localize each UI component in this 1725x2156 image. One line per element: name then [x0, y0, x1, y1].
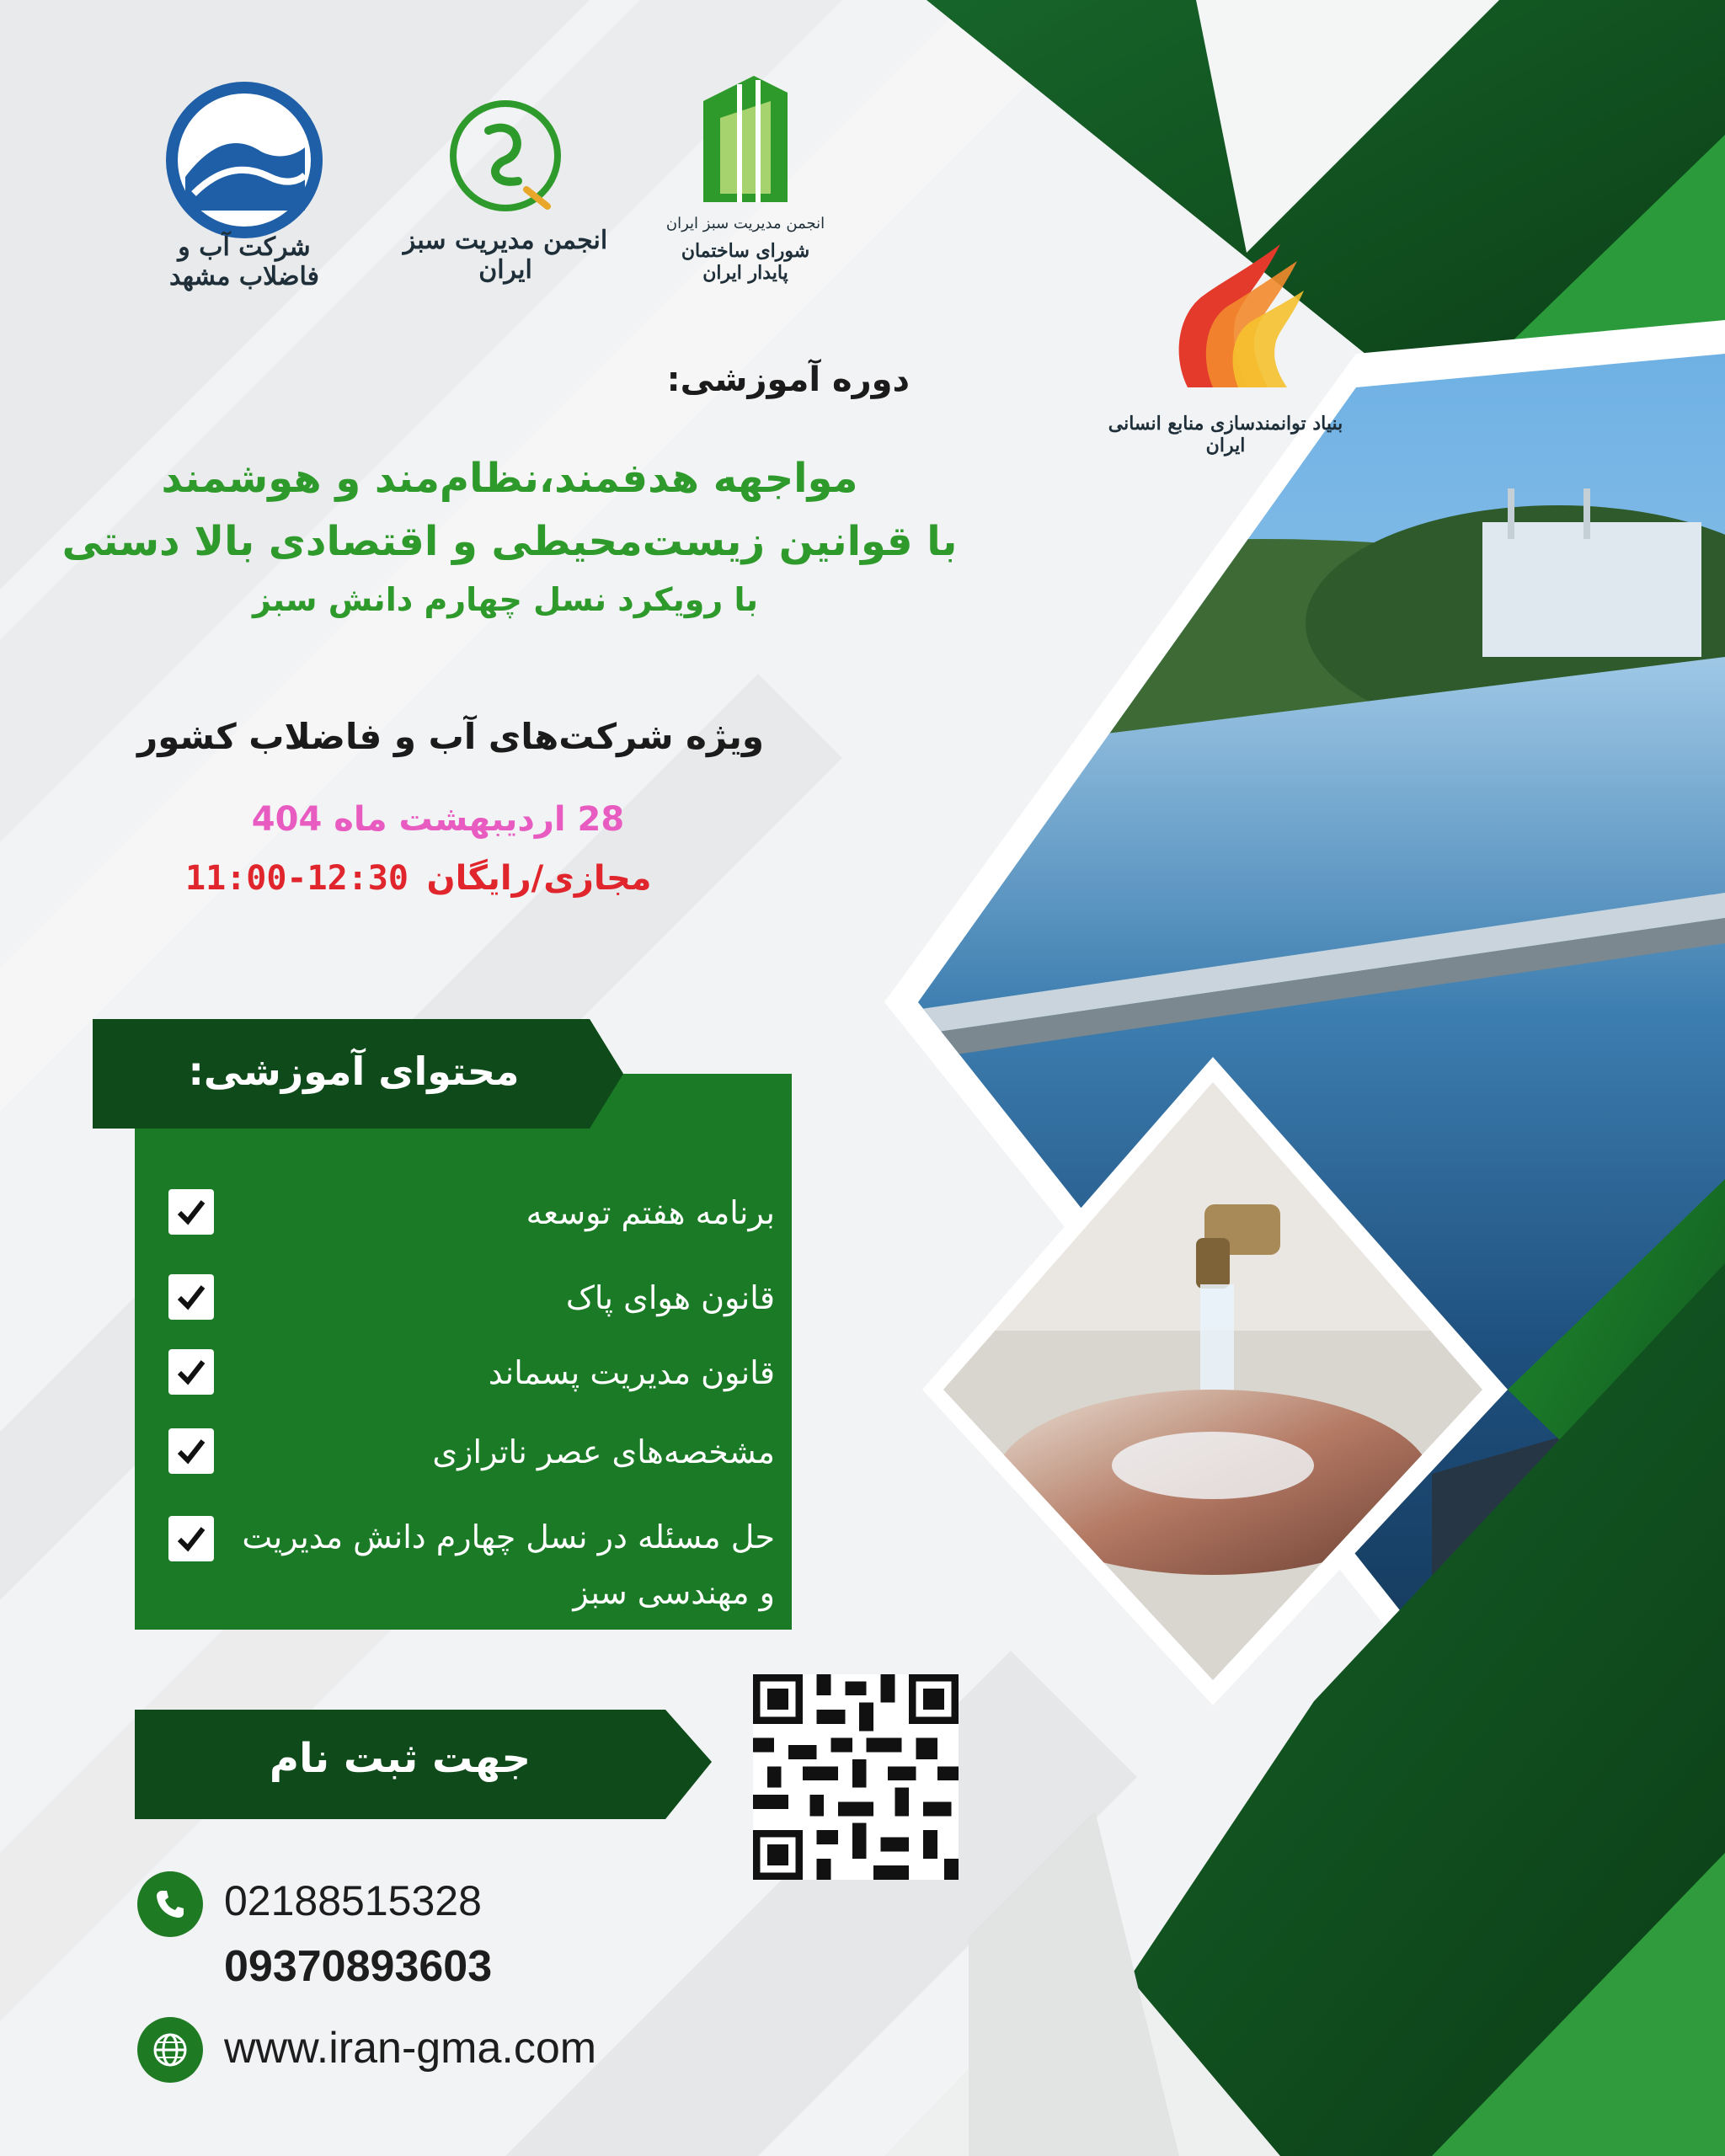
content-item	[168, 1267, 775, 1326]
registration-qr-code[interactable]	[753, 1674, 959, 1880]
water-drop-icon	[160, 76, 328, 244]
content-item-text: مشخصه‌های عصر ناترازی	[432, 1433, 775, 1470]
foundation-name: بنیاد توانمندسازی منابع انسانی ایران	[1108, 413, 1343, 456]
website-link[interactable]: www.iran-gma.com	[224, 2024, 597, 2073]
water-company-name: شرکت آب و فاضلاب مشهد	[169, 232, 319, 291]
globe-icon	[137, 2017, 203, 2083]
content-item	[168, 1342, 775, 1401]
green-building-icon	[695, 67, 796, 211]
council-logo	[665, 67, 825, 284]
council-top-text: انجمن مدیریت سبز ایران	[665, 215, 825, 232]
content-item	[168, 1182, 775, 1241]
phone-number-2[interactable]: 09370893603	[224, 1942, 493, 1991]
course-audience: ویژه شرکت‌های آب و فاضلاب کشور	[137, 716, 764, 757]
check-icon	[168, 1189, 214, 1235]
check-icon	[168, 1349, 214, 1395]
course-format: مجازی/رایگان	[426, 859, 652, 898]
check-icon	[168, 1274, 214, 1320]
content-item-text: قانون هوای پاک	[565, 1279, 775, 1316]
course-label: دوره آموزشی:	[666, 360, 910, 399]
gma-logo	[396, 93, 615, 285]
course-title-line2: با قوانین زیست‌محیطی و اقتصادی بالا دستی	[61, 518, 958, 565]
foundation-logo	[1103, 236, 1348, 455]
registration-label: جهت ثبت نام	[269, 1735, 531, 1782]
council-name: شورای ساختمان پایدار ایران	[681, 240, 810, 284]
check-icon	[168, 1428, 214, 1474]
check-icon	[168, 1516, 214, 1561]
gma-name: انجمن مدیریت سبز ایران	[403, 226, 608, 285]
course-time: 11:00-12:30	[185, 859, 409, 898]
content-item-text: حل مسئله در نسل چهارم دانش مدیریت و مهندسی سبز	[242, 1518, 775, 1611]
content-item	[168, 1422, 775, 1481]
content-item	[168, 1509, 775, 1627]
phone-icon	[137, 1871, 203, 1937]
course-title-line1: مواجهه هدفمند،نظام‌مند و هوشمند	[161, 455, 858, 502]
course-subtitle: با رویکرد نسل چهارم دانش سبز	[252, 581, 759, 618]
phone-number-1[interactable]: 02188515328	[224, 1877, 482, 1924]
faces-flame-icon	[1154, 236, 1306, 396]
content-item-text: قانون مدیریت پسماند	[488, 1354, 775, 1391]
content-item-text: برنامه هفتم توسعه	[526, 1194, 775, 1231]
course-date: 28 اردیبهشت ماه 404	[251, 800, 625, 839]
water-company-logo	[135, 76, 354, 291]
leaf-circle-icon	[442, 93, 569, 219]
content-heading: محتوای آموزشی:	[188, 1049, 520, 1094]
